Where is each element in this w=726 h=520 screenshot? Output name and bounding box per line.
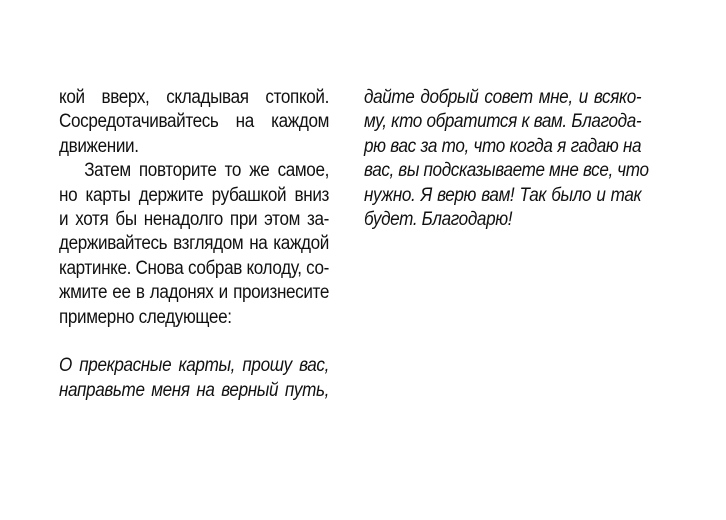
text-line: примерно следующее:: [59, 306, 232, 328]
text-line: картинке. Снова собрав колоду, со-: [59, 257, 329, 279]
text-line: держивайтесь взглядом на каждой: [59, 233, 329, 255]
text-line: но карты держите рубашкой вниз: [59, 184, 329, 206]
text-line: движении.: [59, 135, 139, 157]
incantation-line: дайте добрый совет мне, и всяко-: [364, 87, 642, 108]
text-line: жмите ее в ладонях и произнесите: [59, 282, 329, 304]
incantation-line: О прекрасные карты, прошу вас,: [59, 355, 329, 377]
paragraph-gap: [59, 330, 329, 354]
text-line: кой вверх, складывая стопкой.: [59, 87, 329, 108]
incantation-line: му, кто обратится к вам. Благода-: [364, 111, 642, 133]
left-column: [59, 86, 329, 403]
text-line: Сосредотачивайтесь на каждом: [59, 111, 329, 133]
incantation-line: рю вас за то, что когда я гадаю на: [364, 135, 642, 157]
incantation-line: будет. Благодарю!: [364, 209, 513, 231]
incantation-line: нужно. Я верю вам! Так было и так: [364, 184, 642, 206]
incantation-line: направьте меня на верный путь,: [59, 379, 329, 401]
text-line: и хотя бы ненадолго при этом за-: [59, 209, 329, 231]
text-line: Затем повторите то же самое,: [84, 160, 329, 182]
right-column: [364, 86, 649, 232]
incantation-line: вас, вы подсказываете мне все, что: [364, 160, 649, 182]
